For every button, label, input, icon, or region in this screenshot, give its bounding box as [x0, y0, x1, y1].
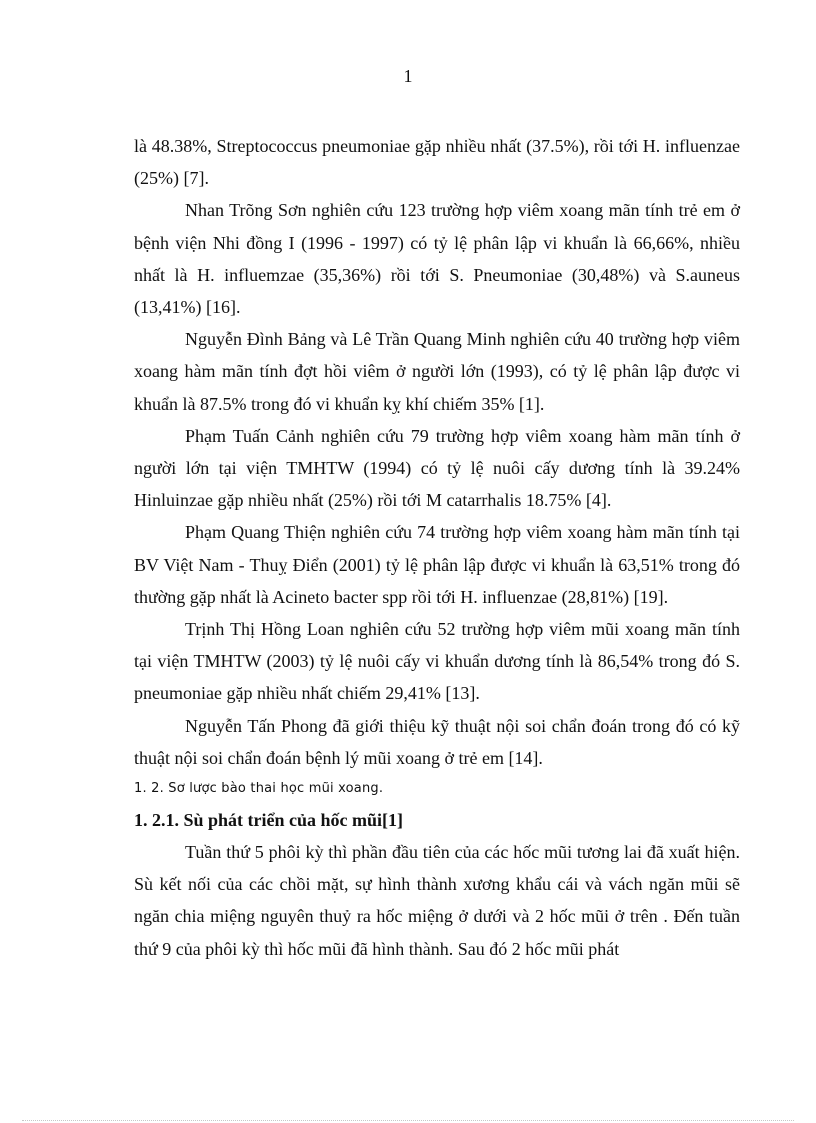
paragraph-trinh-thi-hong-loan: Trịnh Thị Hồng Loan nghiên cứu 52 trường hợp viêm mũi xoang mãn tính tại viện TMHTW (2003) tỷ lệ nuôi cấy vi khuẩn dương tính là 86,54% trong đó S. pneumoniae gặp nhiều nhất chiếm 29,41% [13].	[134, 619, 740, 704]
paragraph-pham-tuan-canh: Phạm Tuấn Cảnh nghiên cứu 79 trường hợp viêm xoang hàm mãn tính ở người lớn tại viện TMHTW (1994) có tỷ lệ nuôi cấy dương tính là 39.24% Hinluinzae gặp nhiều nhất (25%) rồi tới M catarrhalis 18.75% [4].	[134, 425, 740, 511]
document-body	[134, 130, 740, 965]
paragraph-nguyen-tan-phong: Nguyễn Tấn Phong đã giới thiệu kỹ thuật nội soi chẩn đoán trong đó có kỹ thuật nội soi chẩn đoán bệnh lý mũi xoang ở trẻ em [14].	[134, 715, 740, 768]
paragraph-pham-quang-thien: Phạm Quang Thiện nghiên cứu 74 trường hợp viêm xoang hàm mãn tính tại BV Việt Nam - Thuỵ Điển (2001) tỷ lệ phân lập được vi khuẩn là 63,51% trong đó thường gặp nhất là Acineto bacter spp rồi tới H. influenzae (28,81%) [19].	[134, 522, 740, 607]
subsection-heading: 1. 2.1. Sù phát triển của hốc mũi[1]	[134, 810, 404, 831]
paragraph-nhan-trong-son: Nhan Trõng Sơn nghiên cứu 123 trường hợp viêm xoang mãn tính trẻ em ở bệnh viện Nhi đồng I (1996 - 1997) có tỷ lệ phân lập vi khuẩn là 66,66%, nhiều nhất là H. influemzae (35,36%) rồi tới S. Pneumoniae (30,48%) và S.auneus (13,41%) [16].	[134, 200, 740, 318]
paragraph-continuation: là 48.38%, Streptococcus pneumoniae gặp nhiều nhất (37.5%), rồi tới H. influenzae (25%) [7].	[134, 136, 740, 189]
page-bottom-divider	[22, 1120, 794, 1121]
page-number: 1	[403, 66, 413, 86]
paragraph-nasal-cavity-development: Tuần thứ 5 phôi kỳ thì phần đầu tiên của các hốc mũi tương lai đã xuất hiện. Sù kết nối của các chồi mặt, sự hình thành xương khẩu cái và vách ngăn mũi sẽ ngăn chia miệng nguyên thuỷ ra hốc miệng ở dưới và 2 hốc mũi ở trên . Đến tuần thứ 9 của phôi kỳ thì hốc mũi đã hình thành. Sau đó 2 hốc mũi phát	[134, 842, 740, 959]
section-heading: 1. 2. Sơ lược bào thai học mũi xoang.	[134, 781, 384, 797]
paragraph-nguyen-dinh-bang: Nguyễn Đình Bảng và Lê Trần Quang Minh nghiên cứu 40 trường hợp viêm xoang hàm mãn tính đợt hồi viêm ở người lớn (1993), có tỷ lệ phân lập được vi khuẩn là 87.5% trong đó vi khuẩn kỵ khí chiếm 35% [1].	[134, 329, 740, 414]
